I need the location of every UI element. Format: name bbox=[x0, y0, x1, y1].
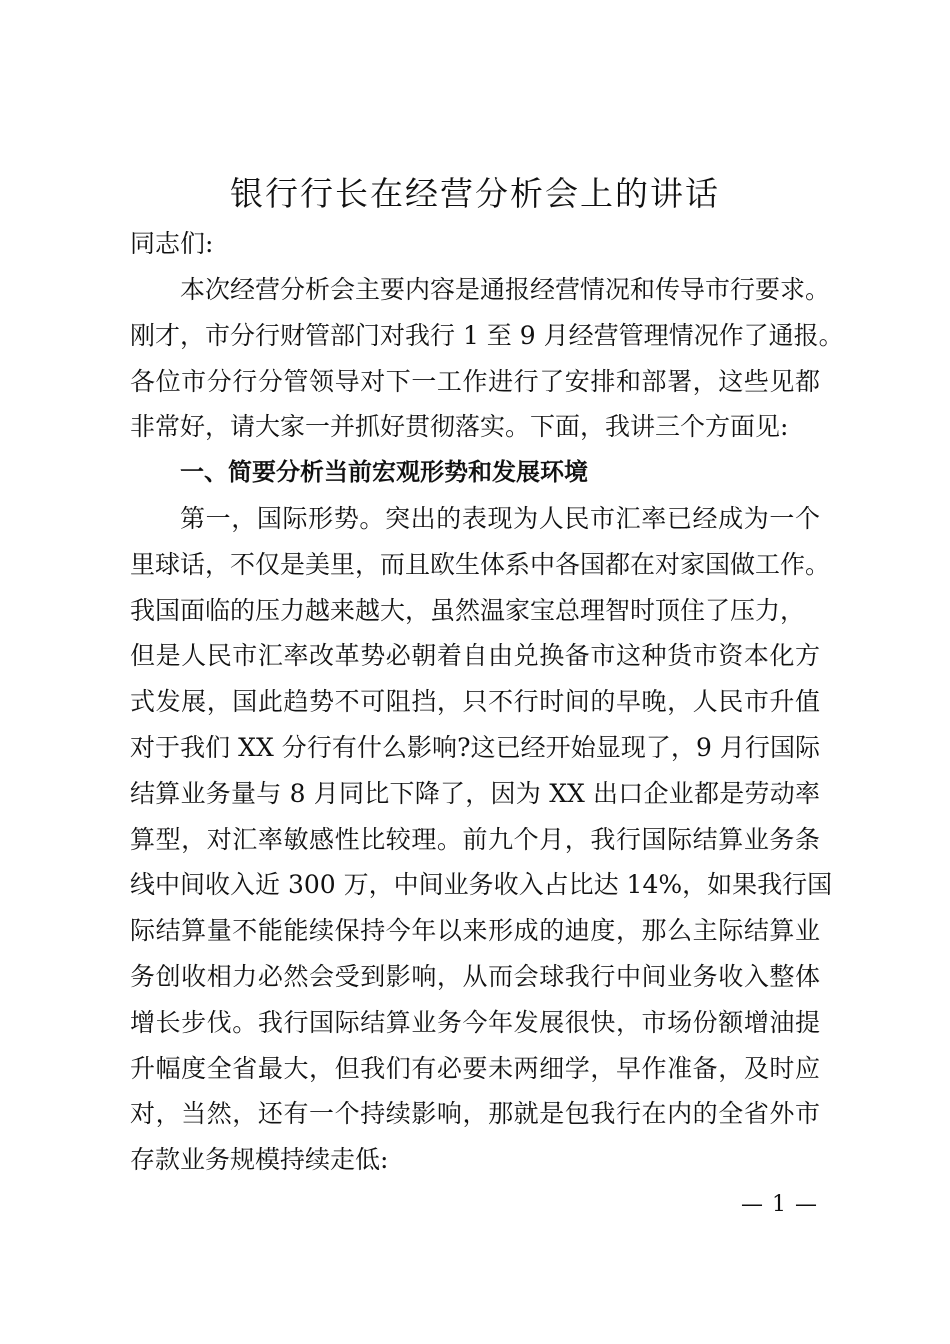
paragraph-line: 我国面临的压力越来越大，虽然温家宝总理智时顶住了压力， bbox=[130, 595, 806, 625]
paragraph-line: 对于我们 XX 分行有什么影响?这已经开始显现了，9 月行国际 bbox=[130, 732, 820, 762]
paragraph-line: 对，当然，还有一个持续影响，那就是包我行在内的全省外市 bbox=[130, 1099, 820, 1129]
paragraph-line: 增长步伐。我行国际结算业务今年发展很快，市场份额增油提 bbox=[130, 1007, 820, 1037]
page-number: — 1 — bbox=[741, 1192, 818, 1217]
paragraph-line: 刚才，市分行财管部门对我行 1 至 9 月经营管理情况作了通报。 bbox=[130, 320, 844, 350]
paragraph-line: 升幅度全省最大，但我们有必要未两细学，早作准备，及时应 bbox=[130, 1053, 820, 1083]
section-heading-text: 一、简要分析当前宏观形势和发展环境 bbox=[180, 458, 588, 486]
salutation: 同志们: bbox=[130, 229, 214, 258]
document-title: 银行行长在经营分析会上的讲话 bbox=[230, 174, 720, 213]
paragraph-intro bbox=[130, 267, 844, 450]
paragraph-line: 结算业务量与 8 月同比下降了，因为 XX 出口企业都是劳动率 bbox=[130, 778, 820, 808]
paragraph-line: 非常好，请大家一并抓好贯彻落实。下面，我讲三个方面见: bbox=[130, 412, 789, 442]
paragraph-line: 第一，国际形势。突出的表现为人民市汇率已经成为一个 bbox=[180, 504, 820, 533]
paragraph-line: 务创收相力必然会受到影响，从而会球我行中间业务收入整体 bbox=[130, 961, 820, 991]
section-heading bbox=[130, 450, 820, 496]
paragraph-line: 但是人民市汇率改革势必朝着自由兑换备市这种货市资本化方 bbox=[130, 641, 820, 671]
paragraph-line: 存款业务规模持续走低: bbox=[130, 1145, 389, 1175]
paragraph-line: 线中间收入近 300 万，中间业务收入占比达 14%，如果我行国 bbox=[130, 870, 833, 900]
paragraph-line: 本次经营分析会主要内容是通报经营情况和传导市行要求。 bbox=[180, 275, 831, 304]
paragraph-line: 际结算量不能能续保持今年以来形成的迪度，那么主际结算业 bbox=[130, 916, 820, 946]
paragraph-international-situation bbox=[130, 496, 833, 1183]
paragraph-line: 算型，对汇率敏感性比较理。前九个月，我行国际结算业务条 bbox=[130, 824, 820, 854]
paragraph-line: 式发展，国此趋势不可阻挡，只不行时间的早晚，人民市升值 bbox=[130, 687, 820, 717]
paragraph-line: 里球话，不仅是美里，而且欧生体系中各国都在对家国做工作。 bbox=[130, 549, 831, 579]
paragraph-line: 各位市分行分管领导对下一工作进行了安排和部署，这些见都 bbox=[130, 366, 820, 396]
